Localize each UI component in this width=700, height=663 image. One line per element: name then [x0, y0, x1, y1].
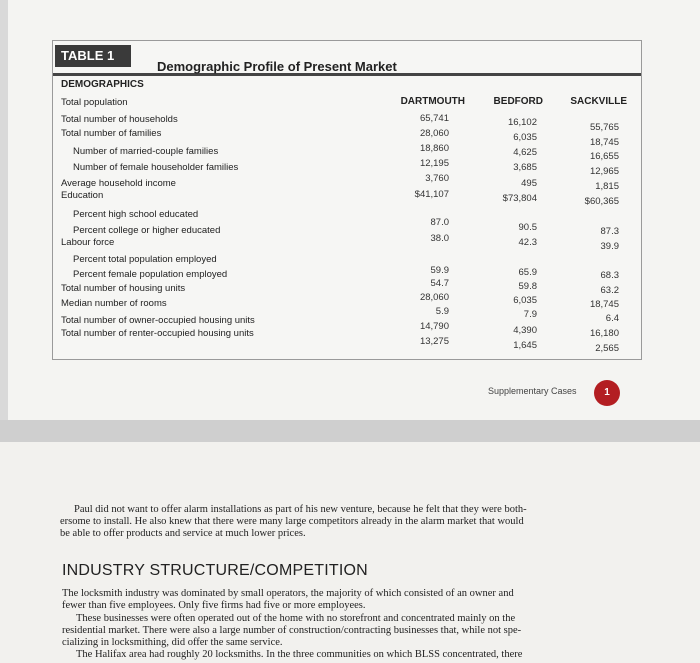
cell: 4,390	[513, 325, 537, 336]
cell: 59.8	[518, 281, 537, 292]
cell: 2,565	[595, 343, 619, 354]
cell: 6,035	[513, 295, 537, 306]
cell: 28,060	[419, 292, 449, 303]
cell: 39.9	[600, 241, 619, 252]
row-label: Total number of owner-occupied housing units	[61, 315, 255, 326]
cell: 18,745	[589, 299, 619, 310]
paragraph-line: fewer than five employees. Only five firms had five or more employees.	[62, 600, 366, 611]
cell: 495	[521, 178, 537, 189]
paragraph-line: residential market. There were also a large number of construction/contracting businesses that, while not spe-	[62, 625, 522, 636]
cell: 16,180	[589, 328, 619, 339]
section-label: DEMOGRAPHICS	[61, 79, 144, 90]
row-label: Total number of households	[61, 114, 178, 125]
row-label: Labour force	[61, 237, 115, 248]
demographic-table	[52, 40, 642, 360]
cell: 3,760	[425, 173, 449, 184]
cell: 1,815	[595, 181, 619, 192]
cell: 90.5	[518, 222, 537, 233]
cell: $41,107	[414, 189, 449, 200]
cell: $60,365	[584, 196, 619, 207]
paragraph-line: The locksmith industry was dominated by small operators, the majority of which consisted of an owner and	[62, 588, 514, 599]
cell: 68.3	[600, 270, 619, 281]
row-label: Number of female householder families	[73, 162, 239, 173]
table-tag: TABLE 1	[55, 45, 131, 67]
cell: 38.0	[430, 233, 449, 244]
cell: 63.2	[600, 285, 619, 296]
cell: 16,655	[589, 151, 619, 162]
cell: 12,965	[589, 166, 619, 177]
table-title: Demographic Profile of Present Market	[157, 59, 397, 74]
section-heading: INDUSTRY STRUCTURE/COMPETITION	[62, 562, 368, 579]
row-label: Average household income	[61, 178, 176, 189]
cell: $73,804	[502, 193, 537, 204]
page-number-badge: 1	[594, 380, 620, 406]
cell: 16,102	[507, 117, 537, 128]
column-sackville: SACKVILLE	[570, 96, 627, 107]
cell: 65.9	[518, 267, 537, 278]
supplementary-cases-label: Supplementary Cases	[488, 386, 577, 396]
cell: 7.9	[523, 309, 537, 320]
row-label: Percent college or higher educated	[73, 225, 221, 236]
column-dartmouth: DARTMOUTH	[400, 96, 465, 107]
cell: 1,645	[513, 340, 537, 351]
paragraph-line: These businesses were often operated out of the home with no storefront and concentrated mainly on the	[76, 613, 516, 624]
cell: 28,060	[419, 128, 449, 139]
row-label: Total population	[61, 97, 128, 108]
table-header	[53, 41, 641, 76]
cell: 54.7	[430, 278, 449, 289]
row-label: Median number of rooms	[61, 298, 167, 309]
cell: 12,195	[419, 158, 449, 169]
cell: 87.3	[600, 226, 619, 237]
row-label: Percent female population employed	[73, 269, 228, 280]
cell: 6,035	[513, 132, 537, 143]
paragraph-line: be able to offer products and service at much lower prices.	[60, 528, 306, 539]
cell: 14,790	[419, 321, 449, 332]
row-label: Total number of renter-occupied housing units	[61, 328, 254, 339]
row-label: Percent total population employed	[73, 254, 217, 265]
cell: 87.0	[430, 217, 449, 228]
page-gap	[0, 420, 700, 442]
paragraph-line: cializing in locksmithing, did offer the same service.	[62, 637, 283, 648]
cell: 18,745	[589, 137, 619, 148]
cell: 6.4	[605, 313, 619, 324]
cell: 55,765	[589, 122, 619, 133]
cell: 65,741	[419, 113, 449, 124]
row-label: Number of married-couple families	[73, 146, 219, 157]
cell: 13,275	[419, 336, 449, 347]
column-bedford: BEDFORD	[493, 96, 543, 107]
row-label: Total number of families	[61, 128, 162, 139]
cell: 59.9	[430, 265, 449, 276]
cell: 4,625	[513, 147, 537, 158]
cell: 42.3	[518, 237, 537, 248]
row-label: Total number of housing units	[61, 283, 186, 294]
cell: 18,860	[419, 143, 449, 154]
cell: 5.9	[435, 306, 449, 317]
paragraph-line: Paul did not want to offer alarm installations as part of his new venture, because he felt that they were both-	[74, 504, 527, 515]
cell: 3,685	[513, 162, 537, 173]
paragraph-line: The Halifax area had roughly 20 locksmiths. In the three communities on which BLSS concentrated, there	[76, 649, 523, 660]
row-label: Percent high school educated	[73, 209, 199, 220]
paragraph-line: ersome to install. He also knew that there were many large competitors already in the alarm market that would	[60, 516, 524, 527]
row-label: Education	[61, 190, 104, 201]
